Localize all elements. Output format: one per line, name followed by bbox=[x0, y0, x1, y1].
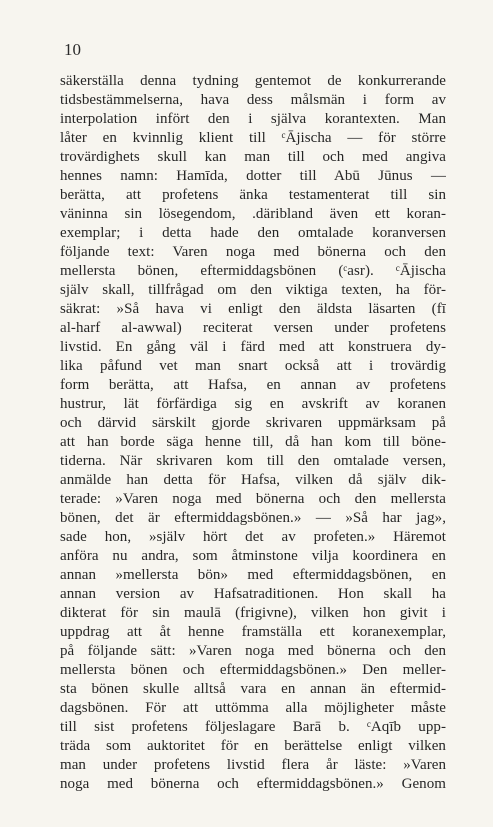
text-line: mellersta bönen, eftermiddagsbönen (ᶜasr). ᶜĀjischa bbox=[60, 263, 446, 279]
text-line: man under profetens livstid flera år läste: »Varen bbox=[60, 757, 446, 773]
text-line: själv skall, tillfrågad om den viktiga texten, ha för- bbox=[60, 282, 446, 298]
text-line: uppdrag att åt henne framställa ett koranexemplar, bbox=[60, 624, 446, 640]
text-line: terade: »Varen noga med bönerna och den mellersta bbox=[60, 491, 446, 507]
text-line: på följande sätt: »Varen noga med bönerna och den bbox=[60, 643, 446, 659]
text-line: tiderna. När skrivaren kom till den omtalade versen, bbox=[60, 453, 446, 469]
page-number: 10 bbox=[64, 40, 81, 59]
text-line: trovärdighets skull kan man till och med angiva bbox=[60, 149, 446, 165]
text-line: till sist profetens följeslagare Barā b. ᶜAqīb upp- bbox=[60, 719, 446, 735]
text-line: annan »mellersta bön» med eftermiddagsbönen, en bbox=[60, 567, 446, 583]
text-line: hennes namn: Hamīda, dotter till Abū Jūnus — bbox=[60, 168, 446, 184]
text-line: att han borde säga henne till, då han kom till böne- bbox=[60, 434, 446, 450]
text-line: träda som auktoritet för en berättelse enligt vilken bbox=[60, 738, 446, 754]
text-line: lika påfund vet man snart också att i trovärdig bbox=[60, 358, 446, 374]
text-line: al-harf al-awwal) reciterat versen under profetens bbox=[60, 320, 446, 336]
text-line: noga med bönerna och eftermiddagsbönen.» Genom bbox=[60, 776, 446, 792]
text-line: låter en kvinnlig klient till ᶜĀjischa — för större bbox=[60, 130, 446, 146]
text-line: hustrur, lät förfärdiga sig en avskrift av koranen bbox=[60, 396, 446, 412]
text-line: annan version av Hafsatraditionen. Hon skall ha bbox=[60, 586, 446, 602]
text-line: livstid. En gång väl i färd med att konstruera dy- bbox=[60, 339, 446, 355]
text-line: dikterat för sin maulā (frigivne), vilken hon givit i bbox=[60, 605, 446, 621]
text-line: säkerställa denna tydning gentemot de konkurrerande bbox=[60, 73, 446, 89]
text-line: och därvid särskilt gjorde skrivaren uppmärksam på bbox=[60, 415, 446, 431]
text-line: tidsbestämmelserna, hava dess målsmän i form av bbox=[60, 92, 446, 108]
text-line: exemplar; i detta hade den omtalade koranversen bbox=[60, 225, 446, 241]
body-text bbox=[60, 72, 446, 794]
text-line: interpolation infört den i själva korantexten. Man bbox=[60, 111, 446, 127]
text-line: dagsbönen. För att uttömma alla möjligheter måste bbox=[60, 700, 446, 716]
text-line: form berätta, att Hafsa, en annan av profetens bbox=[60, 377, 446, 393]
text-line: anmälde han detta för Hafsa, vilken då själv dik- bbox=[60, 472, 446, 488]
text-line: följande text: Varen noga med bönerna och den bbox=[60, 244, 446, 260]
text-line: mellersta bönen och eftermiddagsbönen.» Den meller- bbox=[60, 662, 446, 678]
text-line: sta bönen skulle alltså vara en annan än eftermid- bbox=[60, 681, 446, 697]
text-line: väninna sin lösegendom, .däribland även ett koran- bbox=[60, 206, 446, 222]
text-line: sade hon, »själv hört det av profeten.» Häremot bbox=[60, 529, 446, 545]
text-line: berätta, att profetens änka testamenterat till sin bbox=[60, 187, 446, 203]
text-line: anföra nu andra, som åtminstone vilja koordinera en bbox=[60, 548, 446, 564]
text-line: bönen, det är eftermiddagsbönen.» — »Så har jag», bbox=[60, 510, 446, 526]
text-line: säkrat: »Så hava vi enligt den äldsta läsarten (fī bbox=[60, 301, 446, 317]
